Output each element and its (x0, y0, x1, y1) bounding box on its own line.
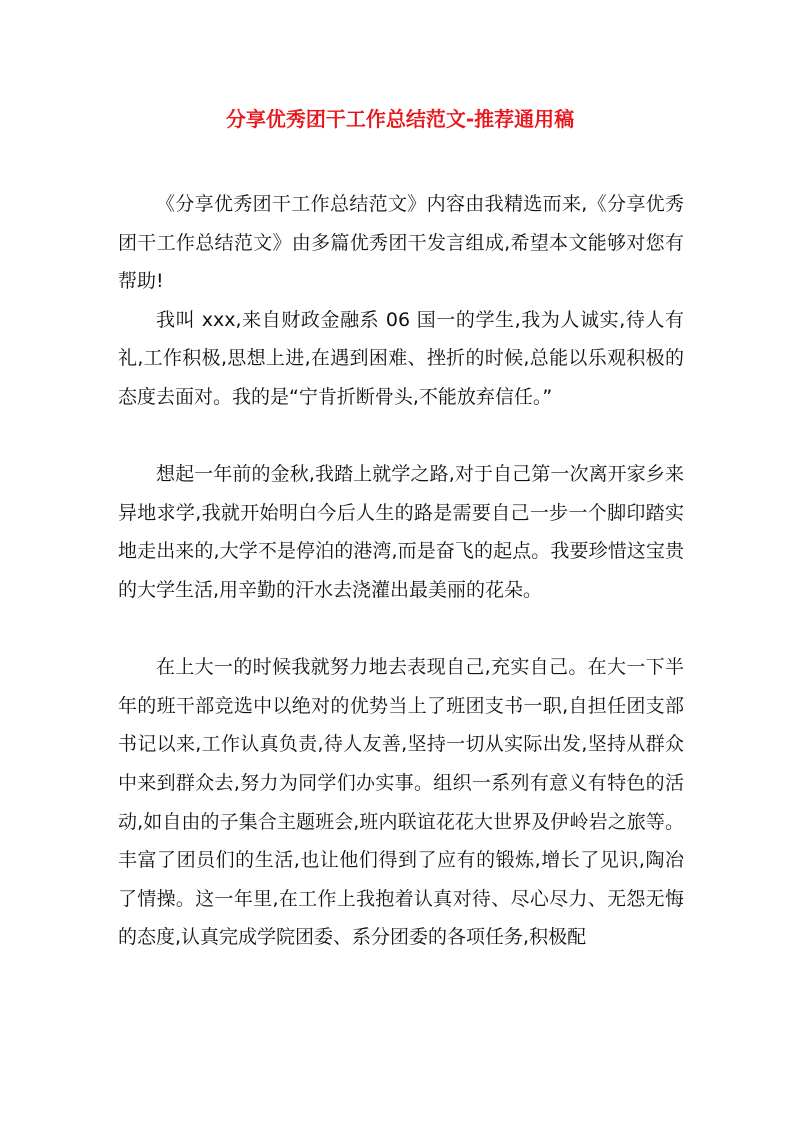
paragraph-self-introduction: 我叫 xxx,来自财政金融系 06 国一的学生,我为人诚实,待人有礼,工作积极,思想上进,在遇到困难、挫折的时候,总能以乐观积极的态度去面对。我的是“宁肯折断骨头,不能放弃信任。” (118, 308, 684, 408)
document-body (118, 185, 684, 957)
document-title: 分享优秀团干工作总结范文-推荐通用稿 (225, 107, 575, 131)
paragraph-freshman-work: 在上大一的时候我就努力地去表现自己,充实自己。在大一下半年的班干部竞选中以绝对的优势当上了班团支书一职,自担任团支部书记以来,工作认真负责,待人友善,坚持一切从实际出发,坚持从群众中来到群众去,努力为同学们办实事。组织一系列有意义有特色的活动,如自由的子集合主题班会,班内联谊花花大世界及伊岭岩之旅等。丰富了团员们的生活,也让他们得到了应有的锻炼,增长了见识,陶冶了情操。这一年里,在工作上我抱着认真对待、尽心尽力、无怨无悔的态度,认真完成学院团委、系分团委的各项任务,积极配 (118, 656, 684, 949)
paragraph-arrival: 想起一年前的金秋,我踏上就学之路,对于自己第一次离开家乡来异地求学,我就开始明白今后人生的路是需要自己一步一个脚印踏实地走出来的,大学不是停泊的港湾,而是奋飞的起点。我要珍惜这宝贵的大学生活,用辛勤的汗水去浇灌出最美丽的花朵。 (118, 463, 684, 601)
paragraph-intro: 《分享优秀团干工作总结范文》内容由我精选而来,《分享优秀团干工作总结范文》由多篇优秀团干发言组成,希望本文能够对您有帮助! (118, 193, 684, 293)
